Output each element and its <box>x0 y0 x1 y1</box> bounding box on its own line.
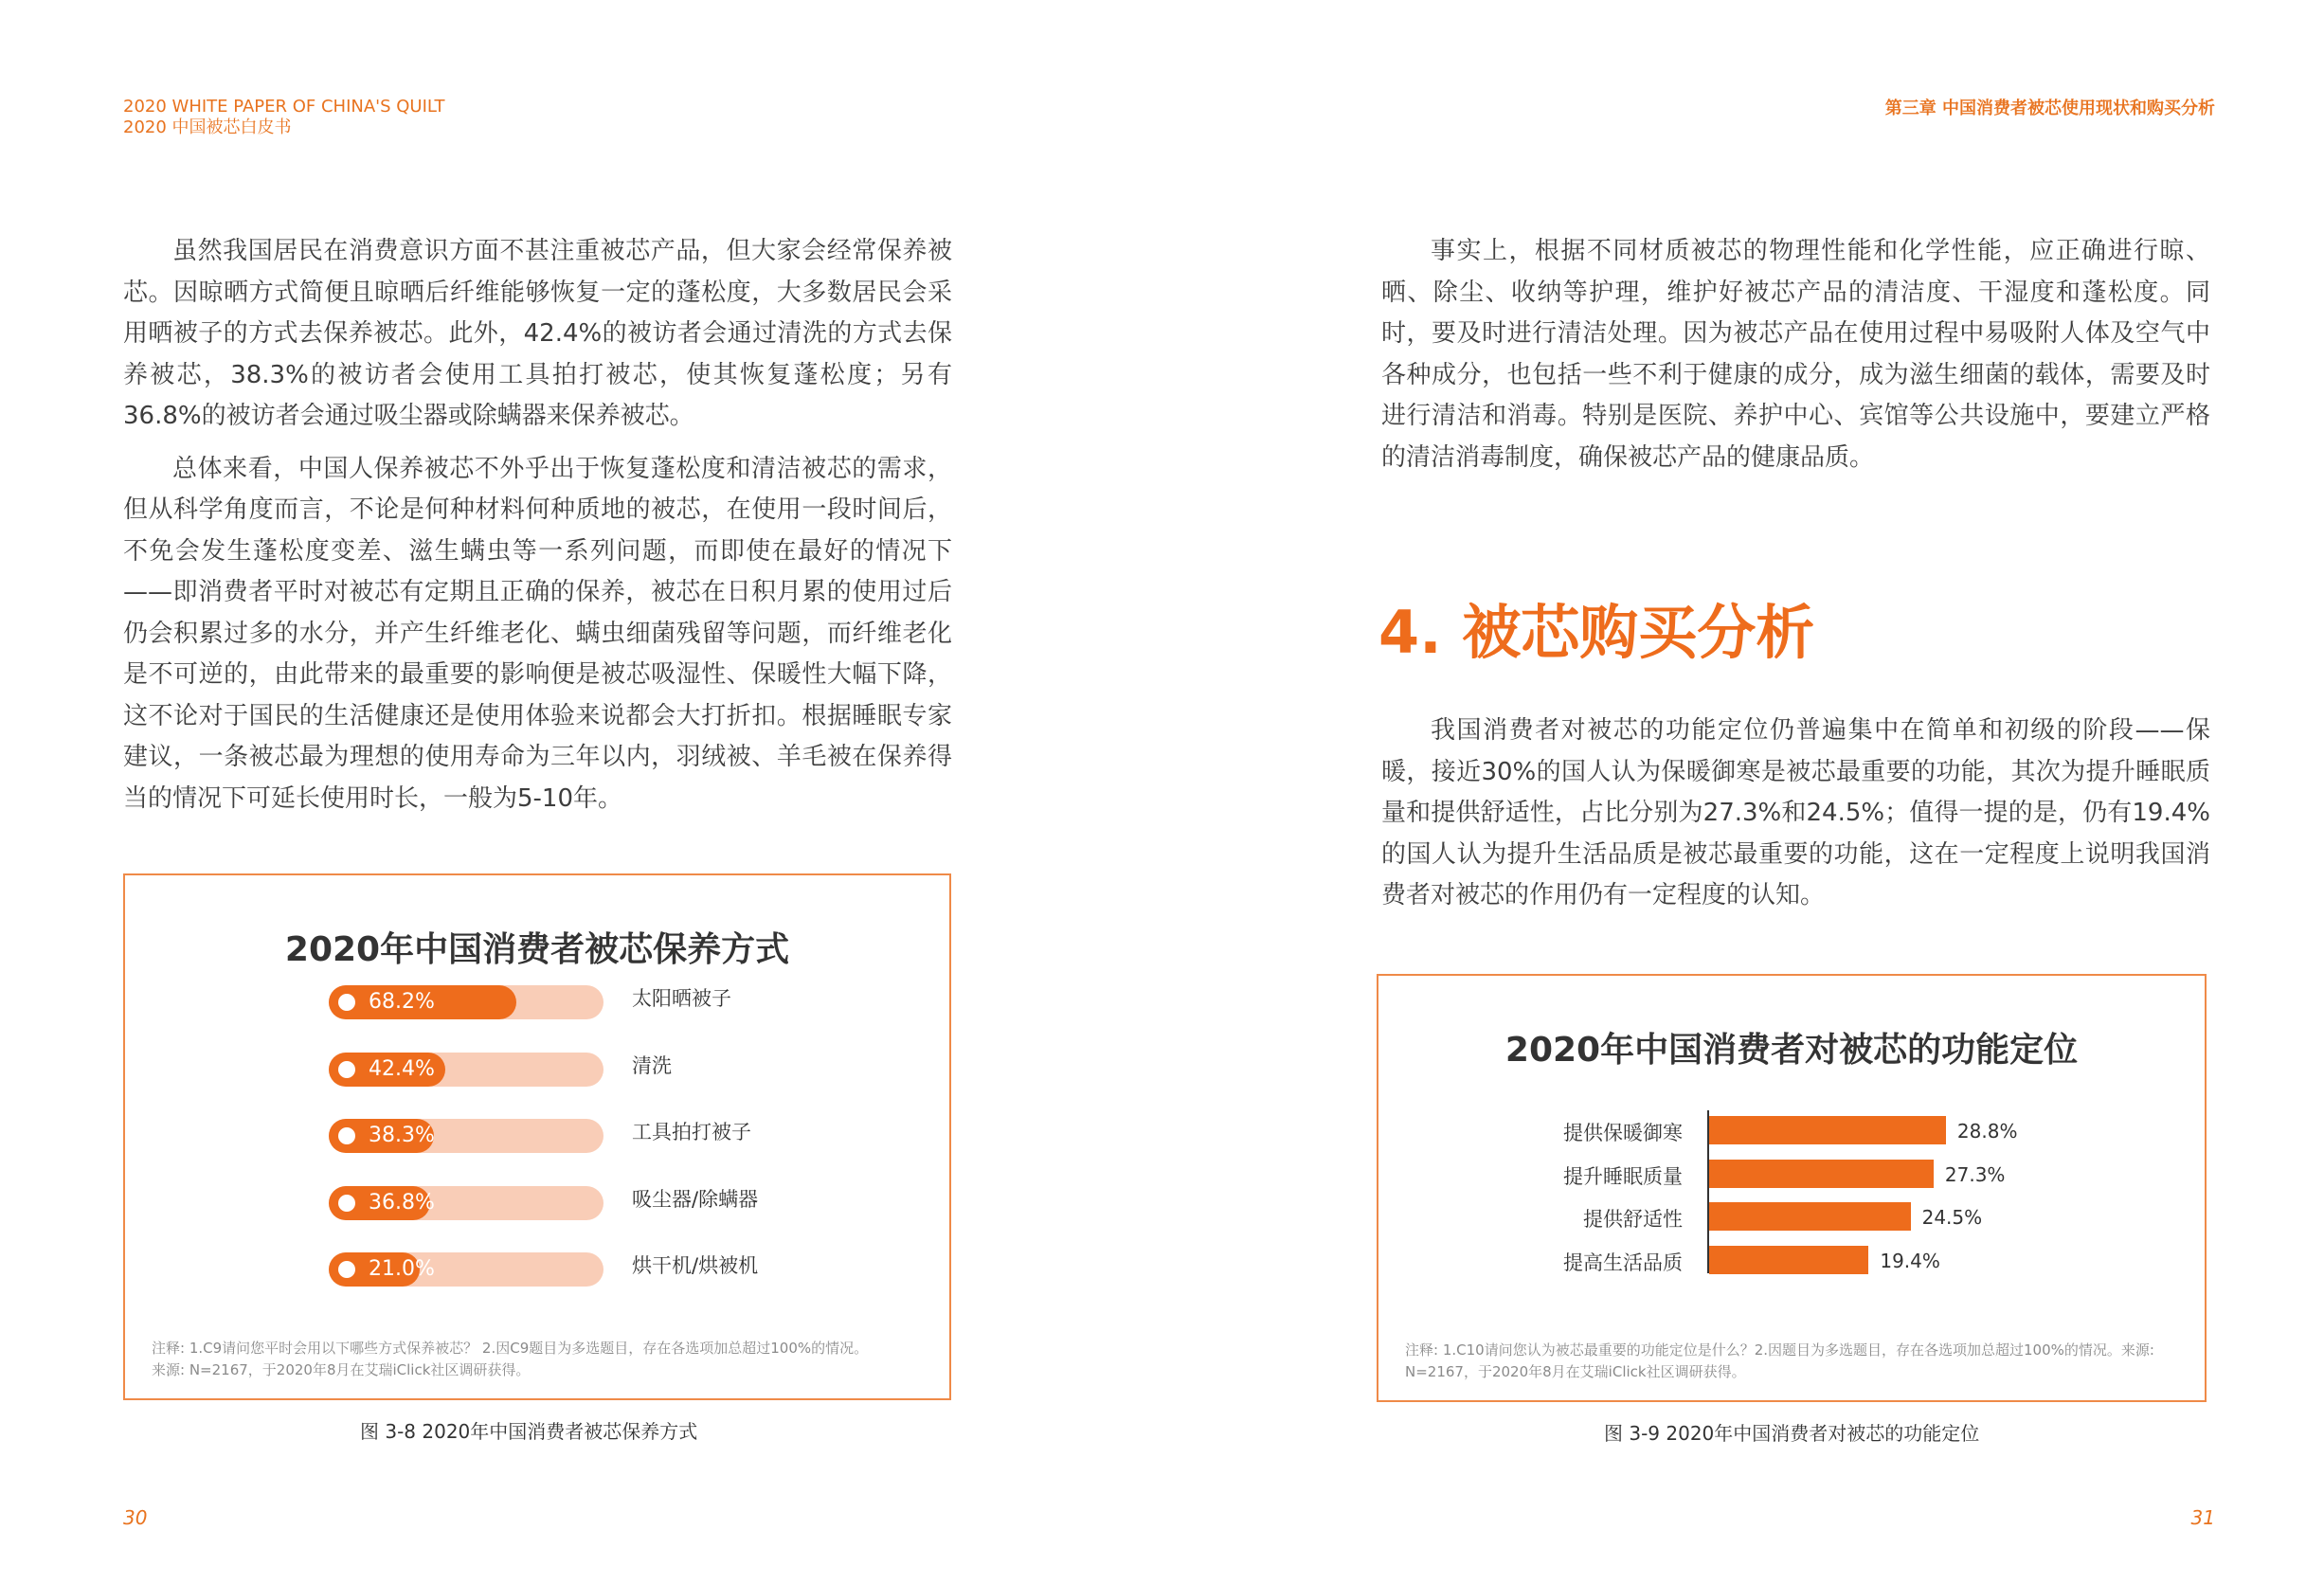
bar-dot <box>338 1195 355 1212</box>
figure-caption-left: 图 3-8 2020年中国消费者被芯保养方式 <box>360 1420 698 1443</box>
right-body <box>1381 231 2210 490</box>
chart-note-2: 来源: N=2167，于2020年8月在艾瑞iClick社区调研获得。 <box>152 1361 531 1378</box>
category-label: 烘干机/烘被机 <box>632 1254 759 1277</box>
chart-note-1: 注释: 1.C10请问您认为被芯最重要的功能定位是什么？2.因题目为多选题目，存在各选项加总超过100%的情况。来源: <box>1405 1341 2154 1359</box>
chart-note-1: 注释: 1.C9请问您平时会用以下哪些方式保养被芯？ 2.因C9题目为多选题目，存在各选项加总超过100%的情况。 <box>152 1340 869 1357</box>
category-label: 提供保暖御寒 <box>1563 1122 1683 1144</box>
bar <box>1709 1160 1934 1188</box>
data-label: 68.2% <box>369 990 435 1014</box>
chart-title: 2020年中国消费者被芯保养方式 <box>284 930 790 969</box>
right-paragraph-2: 我国消费者对被芯的功能定位仍普遍集中在简单和初级的阶段——保暖，接近30%的国人认为保暖御寒是被芯最重要的功能，其次为提升睡眠质量和提供舒适性，占比分别为27.3%和24.5%；值得一提的是，仍有19.4%的国人认为提升生活品质是被芯最重要的功能，这在一定程度上说明我国消费者对被芯的作用仍有一定程度的认知。 <box>1381 716 2210 909</box>
category-label: 工具拍打被子 <box>632 1121 751 1143</box>
bar <box>1709 1116 1946 1144</box>
page-number-right: 31 <box>2190 1506 2215 1529</box>
right-paragraph-1: 事实上，根据不同材质被芯的物理性能和化学性能，应正确进行晾、晒、除尘、收纳等护理，维护好被芯产品的清洁度、干湿度和蓬松度。同时，要及时进行清洁处理。因为被芯产品在使用过程中易吸附人体及空气中各种成分，也包括一些不利于健康的成分，成为滋生细菌的载体，需要及时进行清洁和消毒。特别是医院、养护中心、宾馆等公共设施中，要建立严格的清洁消毒制度，确保被芯产品的健康品质。 <box>1381 237 2210 472</box>
data-label: 19.4% <box>1880 1249 1940 1272</box>
bar <box>1709 1202 1911 1231</box>
figure-caption-right: 图 3-9 2020年中国消费者对被芯的功能定位 <box>1604 1422 1980 1445</box>
category-label: 提升睡眠质量 <box>1563 1164 1683 1188</box>
data-label: 28.8% <box>1956 1120 2018 1143</box>
data-label: 36.8% <box>369 1190 435 1215</box>
data-label: 24.5% <box>1921 1206 1983 1229</box>
page-number-left: 30 <box>123 1506 148 1529</box>
bar-dot <box>338 994 355 1011</box>
right-body-2 <box>1381 711 2210 928</box>
bar-dot <box>338 1127 355 1144</box>
header-title-en: 2020 WHITE PAPER OF CHINA'S QUILT <box>123 97 445 117</box>
chart-maintenance <box>123 873 951 1400</box>
category-label: 提供舒适性 <box>1583 1208 1683 1231</box>
section-title: 4. 被芯购买分析 <box>1378 598 1815 667</box>
chart-function <box>1377 974 2207 1402</box>
chart-note-2: N=2167，于2020年8月在艾瑞iClick社区调研获得。 <box>1405 1363 1746 1380</box>
header-title-cn: 2020 中国被芯白皮书 <box>123 117 292 137</box>
bar-dot <box>338 1261 355 1278</box>
data-label: 21.0% <box>369 1257 435 1281</box>
header-chapter: 第三章 中国消费者被芯使用现状和购买分析 <box>1884 99 2215 118</box>
data-label: 27.3% <box>1944 1162 2006 1186</box>
data-label: 42.4% <box>369 1056 435 1081</box>
data-label: 38.3% <box>369 1124 435 1147</box>
category-label: 提高生活品质 <box>1563 1251 1683 1274</box>
left-paragraph-2: 总体来看，中国人保养被芯不外乎出于恢复蓬松度和清洁被芯的需求，但从科学角度而言，不论是何种材料何种质地的被芯，在使用一段时间后，不免会发生蓬松度变差、滋生螨虫等一系列问题，而即使在最好的情况下——即消费者平时对被芯有定期且正确的保养，被芯在日积月累的使用过后仍会积累过多的水分，并产生纤维老化、螨虫细菌残留等问题，而纤维老化是不可逆的，由此带来的最重要的影响便是被芯吸湿性、保暖性大幅下降，这不论对于国民的生活健康还是使用体验来说都会大打折扣。根据睡眠专家建议，一条被芯最为理想的使用寿命为三年以内，羽绒被、羊毛被在保养得当的情况下可延长使用时长，一般为5-10年。 <box>123 454 952 813</box>
category-label: 清洗 <box>632 1053 672 1077</box>
left-body <box>123 231 952 831</box>
bar <box>1709 1246 1868 1274</box>
chart-title: 2020年中国消费者对被芯的功能定位 <box>1504 1031 2079 1070</box>
bar-dot <box>338 1061 355 1078</box>
left-paragraph-1: 虽然我国居民在消费意识方面不甚注重被芯产品，但大家会经常保养被芯。因晾晒方式简便且晾晒后纤维能够恢复一定的蓬松度，大多数居民会采用晒被子的方式去保养被芯。此外，42.4%的被访者会通过清洗的方式去保养被芯，38.3%的被访者会使用工具拍打被芯，使其恢复蓬松度；另有36.8%的被访者会通过吸尘器或除螨器来保养被芯。 <box>123 237 952 430</box>
category-label: 太阳晒被子 <box>632 987 731 1010</box>
category-label: 吸尘器/除螨器 <box>632 1187 759 1211</box>
